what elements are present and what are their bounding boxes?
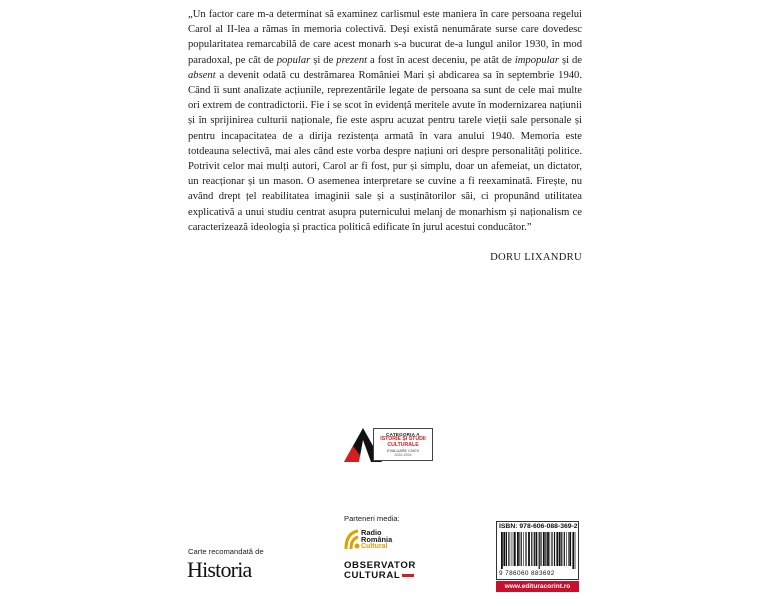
barcode-digits: 9 786060 883692 — [499, 570, 555, 577]
radio-romania-cultural-logo — [344, 528, 414, 552]
quote-emphasis: absent — [188, 69, 216, 81]
quote-emphasis: impopular — [514, 54, 559, 66]
barcode-icon — [500, 532, 577, 569]
quote-text: a fost în acest deceniu, pe atât de — [367, 54, 515, 66]
quote-text: „Un factor care m-a determinat să examinez carlismul este maniera în care persoana regelui Carol al II-lea a rămas în memoria colectivă. Deși există nenumărate surse care dovedesc popularitatea remarcabilă de care acest monarh s-a bucurat de-a lungul anilor 1930, în mod paradoxal, pe cât de — [188, 9, 582, 66]
isbn-barcode-box — [496, 521, 579, 580]
historia-logo: Historia — [187, 557, 252, 582]
radio-line-3: Cultural — [361, 543, 388, 551]
recommend-label: Carte recomandată de — [188, 547, 264, 556]
quote-paragraph — [188, 7, 582, 235]
observator-line-2: CULTURAL — [344, 570, 401, 581]
badge-category: CATEGORIA A — [386, 432, 420, 437]
badge-years: 2020-2024 — [394, 453, 412, 458]
observator-line-1: OBSERVATOR — [344, 560, 416, 571]
category-badge — [343, 426, 435, 464]
media-partners-label: Parteneri media: — [344, 514, 400, 523]
badge-evaluation: EVALUARE CNCS — [387, 449, 419, 454]
radio-waves-icon — [344, 529, 360, 551]
radio-line-1: Radio — [361, 528, 382, 537]
quote-emphasis: prezent — [336, 54, 368, 66]
badge-field: ISTORIE ȘI STUDII CULTURALE — [380, 436, 426, 448]
back-cover-quote — [188, 7, 582, 235]
badge-text-box — [373, 428, 433, 461]
observator-cultural-logo — [344, 561, 416, 581]
quote-text: a devenit odată cu destrămarea României Mari și abdicarea sa în septembrie 1940. Când îi sunt analizate acțiunile, reprezentările legate de persoana sa sunt de cele mai multe ori extrem de contradictorii. Fie i se scot în evidență meritele avute în modernizarea națiunii și în sprijinirea culturii naționale, fie este aspru acuzat pentru tarele vieții sale personale și pentru incapacitatea de a dirija rezistența armată în vara anului 1940. Memoria este totdeauna selectivă, mai ales când este vorba despre națiuni ori despre personalități politice. Potrivit celor mai mulți autori, Carol ar fi fost, pur și simplu, doar un afemeiat, un dictator, un reacționar și un mason. O asemenea interpretare se cuvine a fi reexaminată. Firește, nu având drept țel reabilitatea imaginii sale și a susținătorilor săi, ci propunând utilitatea explicativă a unui studiu centrat asupra puternicului melanj de monarhism și naționalism ce caracterizează ideologia și practica politică edificate în jurul acestui conducător.” — [188, 69, 582, 233]
quote-text: și de — [310, 54, 337, 66]
quote-emphasis: popular — [276, 54, 311, 66]
isbn-label: ISBN: 978-606-088-369-2 — [499, 523, 578, 530]
quote-author: DORU LIXANDRU — [490, 252, 582, 263]
quote-text: și de — [558, 54, 582, 66]
radio-line-2: România — [361, 535, 393, 545]
observator-red-bar — [402, 574, 414, 577]
publisher-website: www.edituracorint.ro — [496, 581, 579, 592]
